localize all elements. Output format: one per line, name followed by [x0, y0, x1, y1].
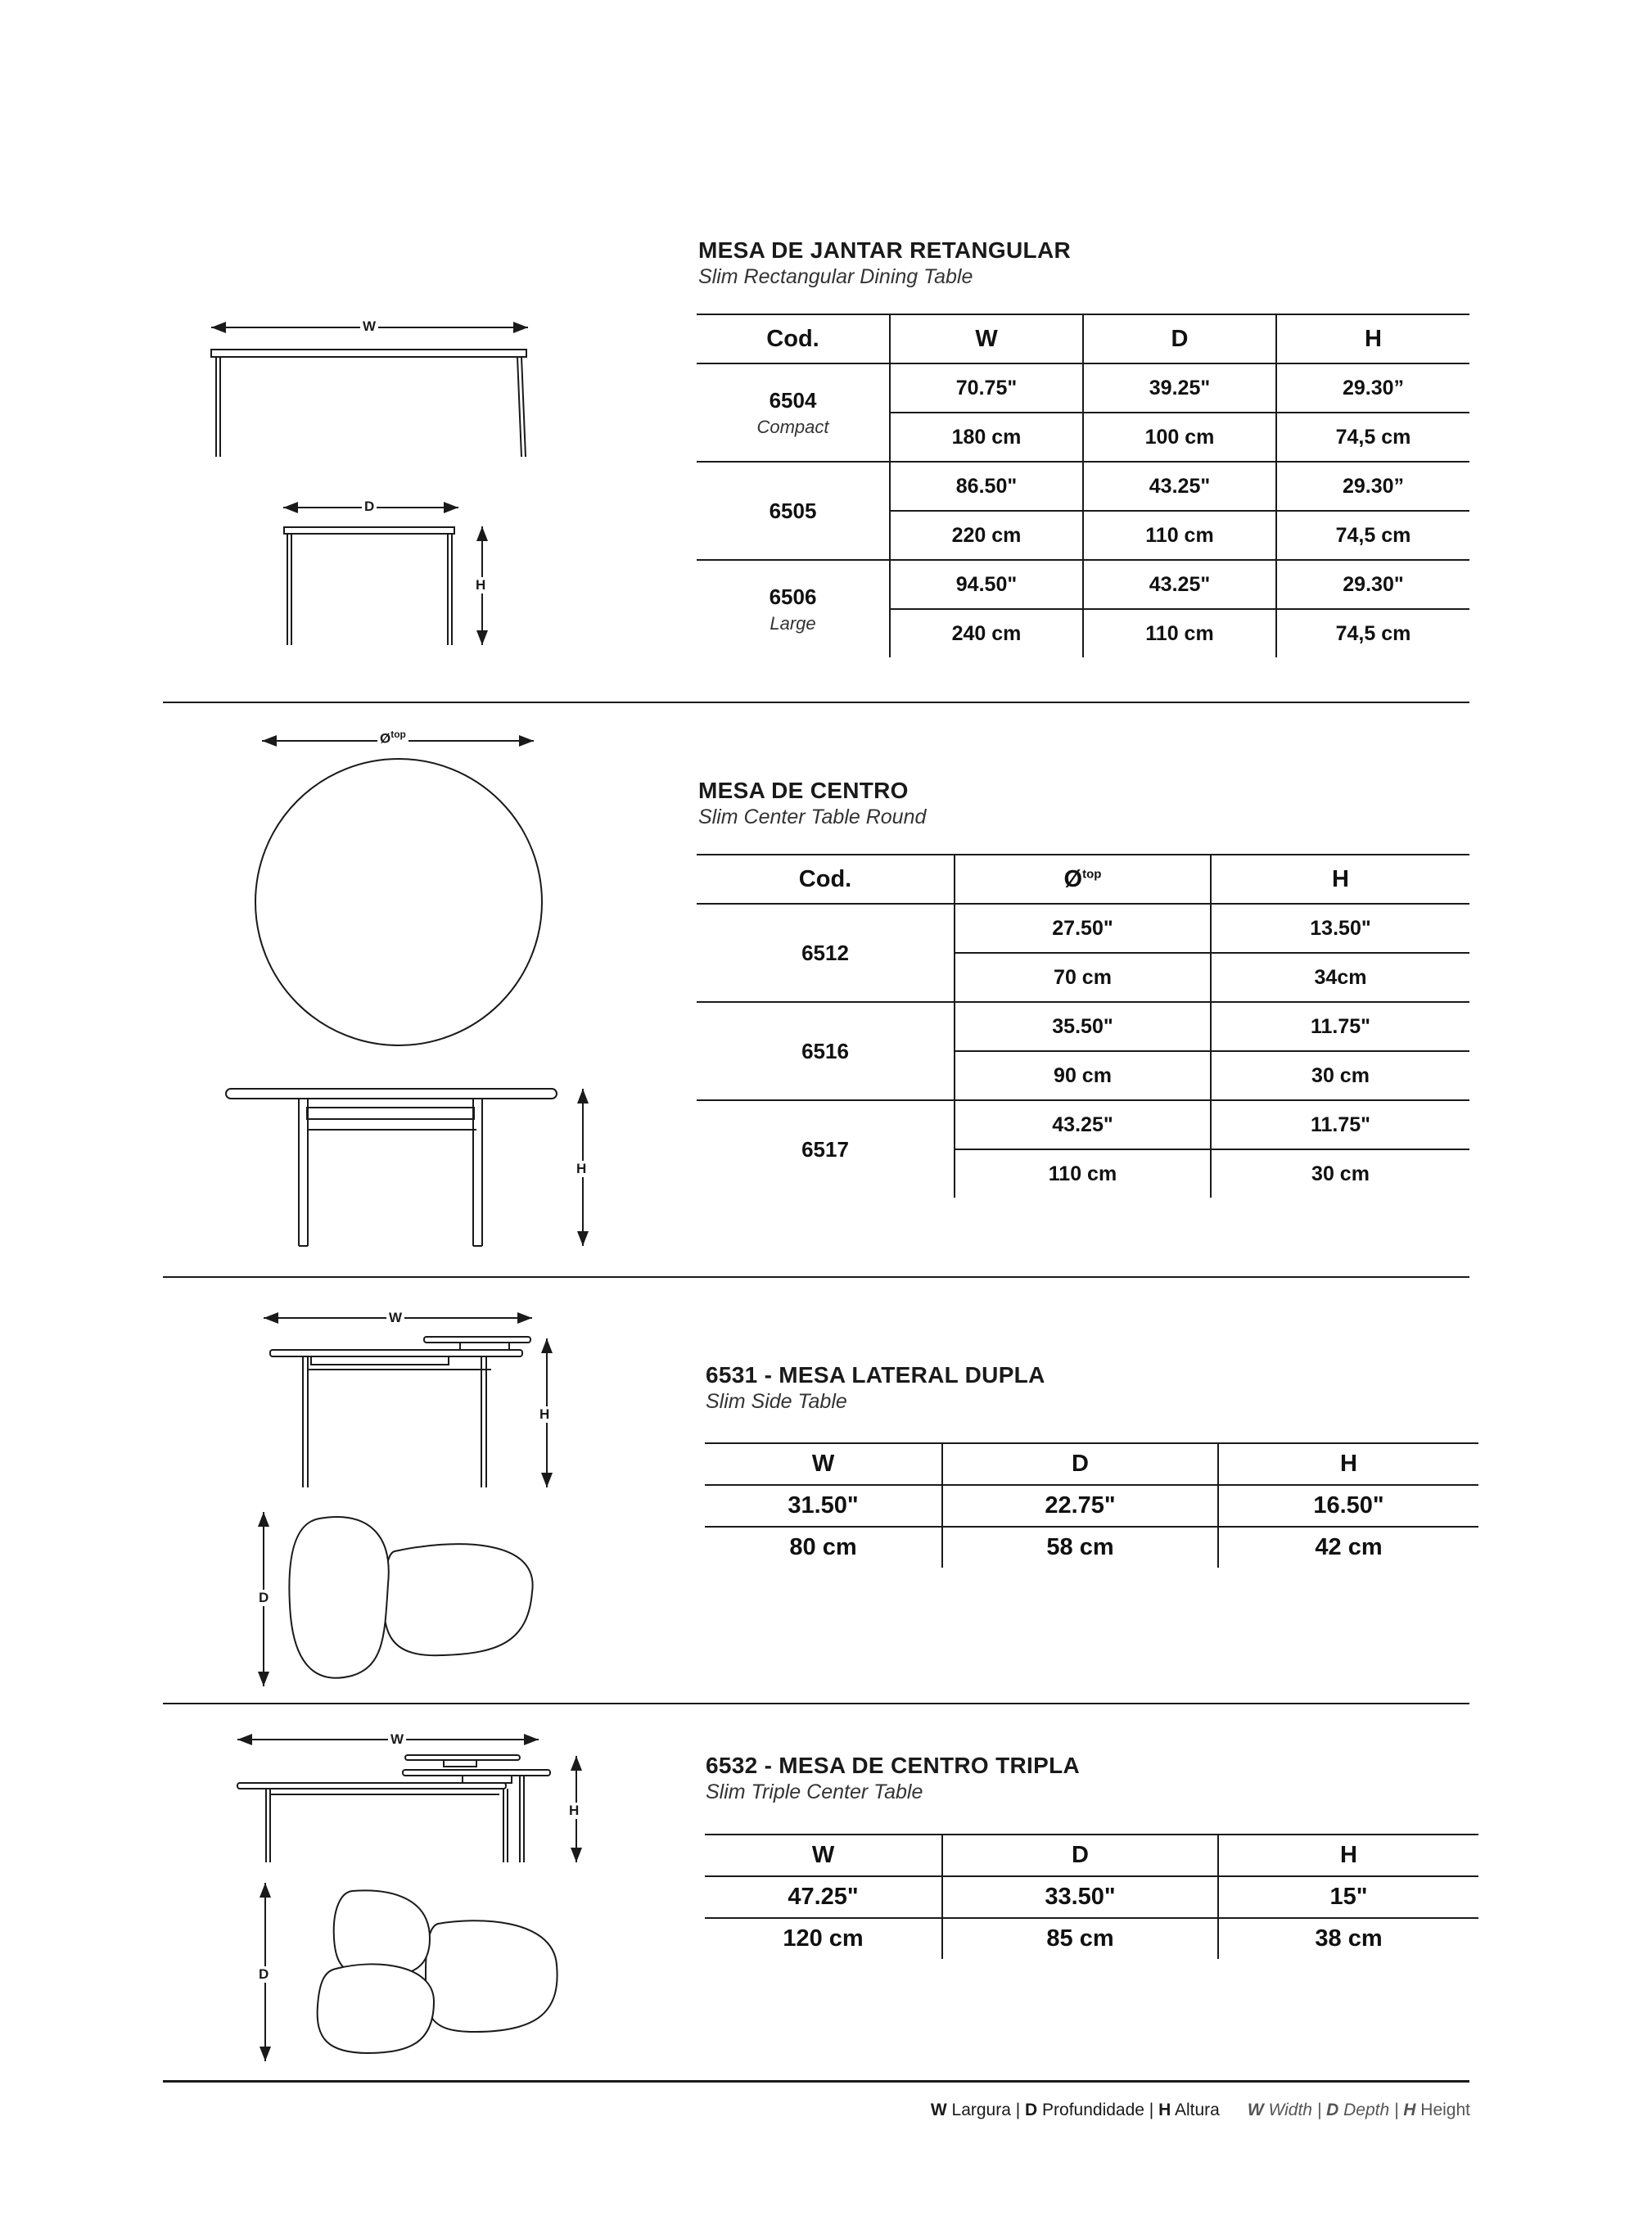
- value-cell: 110 cm: [1083, 609, 1276, 657]
- value-cell: 30 cm: [1211, 1051, 1469, 1100]
- value-cell: 70.75": [890, 363, 1083, 413]
- side-w-label: W: [386, 1310, 404, 1326]
- dining-h-label: H: [473, 577, 488, 593]
- value-cell: 27.50": [955, 904, 1211, 953]
- header-d: D: [1083, 314, 1276, 363]
- value-cell: 47.25": [705, 1876, 942, 1918]
- code-cell: [697, 462, 890, 560]
- side-spec-table: [705, 1442, 1478, 1568]
- dining-subtitle: Slim Rectangular Dining Table: [698, 265, 973, 288]
- diameter-symbol: Ø: [1063, 865, 1083, 892]
- value-cell: 33.50": [942, 1876, 1218, 1918]
- table-row: [697, 1100, 1469, 1149]
- value-cell: 38 cm: [1218, 1918, 1478, 1959]
- table-header-row: [705, 1835, 1478, 1876]
- diameter-sup: top: [1082, 866, 1102, 881]
- table-row: [705, 1876, 1478, 1918]
- value-cell: 13.50": [1211, 904, 1469, 953]
- triple-spec-table: [705, 1834, 1478, 1959]
- value-cell: 42 cm: [1218, 1527, 1478, 1568]
- value-cell: 29.30": [1276, 560, 1469, 609]
- code-number: 6506: [769, 584, 817, 609]
- triple-title: 6532 - MESA DE CENTRO TRIPLA: [706, 1753, 1080, 1778]
- value-cell: 220 cm: [890, 511, 1083, 560]
- value-cell: 74,5 cm: [1276, 609, 1469, 657]
- value-cell: 240 cm: [890, 609, 1083, 657]
- dining-title: MESA DE JANTAR RETANGULAR: [698, 237, 1071, 263]
- dining-w-label: W: [360, 318, 378, 335]
- header-h: H: [1218, 1443, 1478, 1485]
- dining-table-front-drawing: [205, 315, 548, 659]
- header-cod: Cod.: [697, 314, 890, 363]
- value-cell: 80 cm: [789, 1534, 857, 1560]
- dining-spec-table: [697, 314, 1469, 657]
- dimension-legend: [931, 2101, 1470, 2120]
- header-d: D: [942, 1443, 1218, 1485]
- center-table-drawing: [221, 729, 598, 1252]
- header-cod: Cod.: [697, 855, 955, 904]
- table-row: [697, 560, 1469, 609]
- header-w: W: [890, 314, 1083, 363]
- value-cell: 120 cm: [783, 1925, 864, 1952]
- code-cell: [697, 1002, 955, 1100]
- value-cell: 31.50": [705, 1485, 942, 1527]
- table-row: [697, 363, 1469, 413]
- code-variant: Large: [770, 612, 816, 634]
- value-cell: 43.25": [955, 1100, 1211, 1149]
- header-h: H: [1218, 1835, 1478, 1876]
- center-subtitle: Slim Center Table Round: [698, 806, 927, 828]
- legend-en: W Width | D Depth | H Height: [1247, 2101, 1470, 2119]
- code-number: 6504: [769, 387, 817, 413]
- value-cell: 39.25": [1083, 363, 1276, 413]
- code-cell: [697, 1100, 955, 1198]
- footer-divider: [163, 2080, 1469, 2083]
- table-row: [705, 1485, 1478, 1527]
- header-w: W: [705, 1443, 942, 1485]
- value-cell: 43.25": [1083, 560, 1276, 609]
- header-d: D: [942, 1835, 1218, 1876]
- side-table-drawing: [246, 1306, 573, 1699]
- value-cell: 110 cm: [955, 1149, 1211, 1198]
- value-cell: 43.25": [1083, 462, 1276, 511]
- triple-h-label: H: [566, 1803, 581, 1819]
- code-number: 6505: [769, 498, 817, 523]
- value-cell: 110 cm: [1083, 511, 1276, 560]
- dining-d-label: D: [362, 499, 377, 515]
- table-header-row: [697, 855, 1469, 904]
- triple-table-drawing: [229, 1727, 589, 2071]
- triple-d-label: D: [256, 1966, 271, 1983]
- center-spec-table: [697, 854, 1469, 1198]
- table-row: [697, 462, 1469, 511]
- header-h: H: [1276, 314, 1469, 363]
- side-title: 6531 - MESA LATERAL DUPLA: [706, 1362, 1045, 1388]
- code-number: 6516: [801, 1038, 849, 1063]
- triple-subtitle: Slim Triple Center Table: [706, 1780, 923, 1803]
- value-cell: 90 cm: [955, 1051, 1211, 1100]
- value-cell: 70 cm: [955, 953, 1211, 1002]
- header-h: H: [1211, 855, 1469, 904]
- value-cell: 86.50": [890, 462, 1083, 511]
- value-cell: 11.75": [1211, 1002, 1469, 1051]
- code-number: 6517: [801, 1136, 849, 1162]
- value-cell: 180 cm: [890, 413, 1083, 462]
- code-number: 6512: [801, 940, 849, 965]
- side-subtitle: Slim Side Table: [706, 1390, 847, 1413]
- section-divider: [163, 702, 1469, 703]
- table-row: [705, 1527, 1478, 1568]
- value-cell: 58 cm: [942, 1527, 1218, 1568]
- table-row: [697, 1002, 1469, 1051]
- value-cell: 11.75": [1211, 1100, 1469, 1149]
- code-cell: [697, 363, 890, 462]
- value-cell: 29.30”: [1276, 462, 1469, 511]
- value-cell: 22.75": [942, 1485, 1218, 1527]
- value-cell: 85 cm: [942, 1918, 1218, 1959]
- value-cell: 74,5 cm: [1276, 413, 1469, 462]
- legend-pt: W Largura | D Profundidade | H Altura: [930, 2101, 1220, 2119]
- center-diameter-label: [377, 729, 408, 747]
- value-cell: 29.30”: [1276, 363, 1469, 413]
- code-cell: [697, 904, 955, 1002]
- section-divider: [163, 1276, 1469, 1278]
- side-d-label: D: [256, 1590, 271, 1606]
- code-cell: [697, 560, 890, 657]
- center-title: MESA DE CENTRO: [698, 778, 909, 803]
- value-cell: 35.50": [955, 1002, 1211, 1051]
- header-diameter: [955, 855, 1211, 904]
- header-w: W: [705, 1835, 942, 1876]
- code-variant: Compact: [756, 416, 829, 437]
- table-row: [705, 1918, 1478, 1959]
- table-header-row: [697, 314, 1469, 363]
- value-cell: 34cm: [1211, 953, 1469, 1002]
- diameter-symbol: Ø: [380, 730, 391, 747]
- section-divider: [163, 1703, 1469, 1704]
- triple-w-label: W: [388, 1731, 406, 1748]
- table-row: [697, 904, 1469, 953]
- value-cell: 94.50": [890, 560, 1083, 609]
- value-cell: 16.50": [1218, 1485, 1478, 1527]
- value-cell: 15": [1218, 1876, 1478, 1918]
- value-cell: 30 cm: [1211, 1149, 1469, 1198]
- diameter-sup: top: [390, 729, 406, 740]
- center-h-label: H: [574, 1161, 589, 1177]
- value-cell: 100 cm: [1083, 413, 1276, 462]
- table-header-row: [705, 1443, 1478, 1485]
- side-h-label: H: [537, 1406, 552, 1423]
- value-cell: 74,5 cm: [1276, 511, 1469, 560]
